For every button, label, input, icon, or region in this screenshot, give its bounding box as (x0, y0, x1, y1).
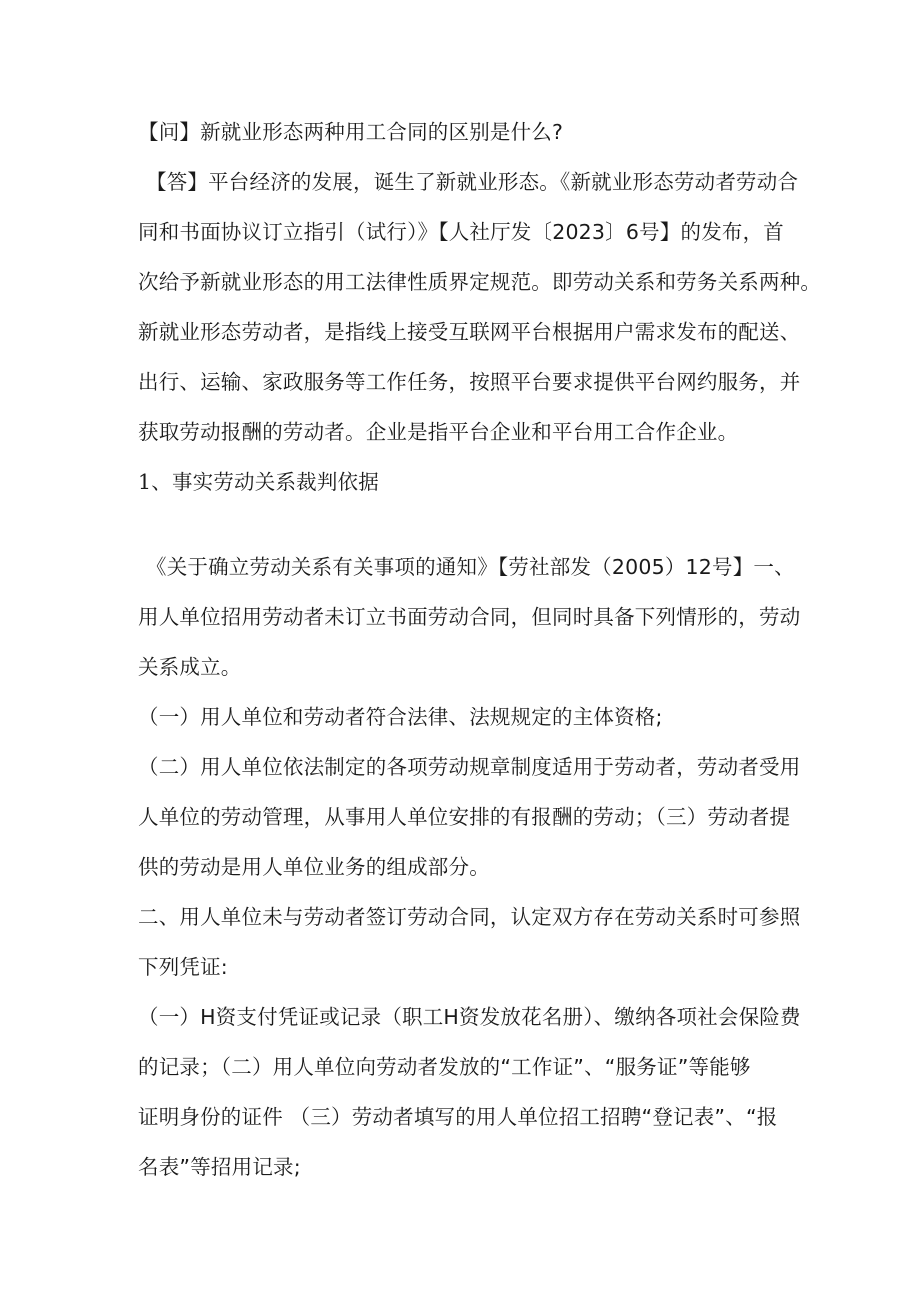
item-line: （一）用人单位和劳动者符合法律、法规规定的主体资格; (138, 705, 663, 729)
answer-line: 【答】平台经济的发展，诞生了新就业形态。《新就业形态劳动者劳动合 (146, 170, 799, 194)
item-line: 名表”等招用记录; (138, 1155, 301, 1179)
notice-line: 用人单位招用劳动者未订立书面劳动合同，但同时具备下列情形的，劳动 (138, 605, 801, 629)
answer-line: 出行、运输、家政服务等工作任务，按照平台要求提供平台网约服务，并 (138, 370, 801, 394)
notice-line: 关系成立。 (138, 655, 242, 679)
item-line: （二）用人单位依法制定的各项劳动规章制度适用于劳动者，劳动者受用 (138, 755, 801, 779)
question-line: 【问】新就业形态两种用工合同的区别是什么? (138, 120, 564, 144)
section-heading: 1、事实劳动关系裁判依据 (138, 470, 379, 494)
answer-line: 获取劳动报酬的劳动者。企业是指平台企业和平台用工合作企业。 (138, 420, 739, 444)
item-line: 下列凭证: (138, 955, 228, 979)
item-line: （一）H资支付凭证或记录（职工H资发放花名册）、缴纳各项社会保险费 (138, 1005, 801, 1029)
item-line: 证明身份的证件 （三）劳动者填写的用人单位招工招聘“登记表”、“报 (138, 1105, 778, 1129)
item-line: 人单位的劳动管理，从事用人单位安排的有报酬的劳动；（三）劳动者提 (138, 805, 791, 829)
answer-line: 新就业形态劳动者，是指线上接受互联网平台根据用户需求发布的配送、 (138, 320, 801, 344)
notice-line: 《关于确立劳动关系有关事项的通知》【劳社部发（2005）12号】一、 (146, 555, 795, 579)
answer-line: 同和书面协议订立指引（试行）》【人社厅发〔2023〕6号】的发布，首 (138, 220, 785, 244)
item-line: 二、用人单位未与劳动者签订劳动合同，认定双方存在劳动关系时可参照 (138, 905, 801, 929)
item-line: 供的劳动是用人单位业务的组成部分。 (138, 855, 490, 879)
item-line: 的记录；（二）用人单位向劳动者发放的“工作证”、“服务证”等能够 (138, 1055, 751, 1079)
answer-line: 次给予新就业形态的用工法律性质界定规范。即劳动关系和劳务关系两种。 (138, 270, 822, 294)
